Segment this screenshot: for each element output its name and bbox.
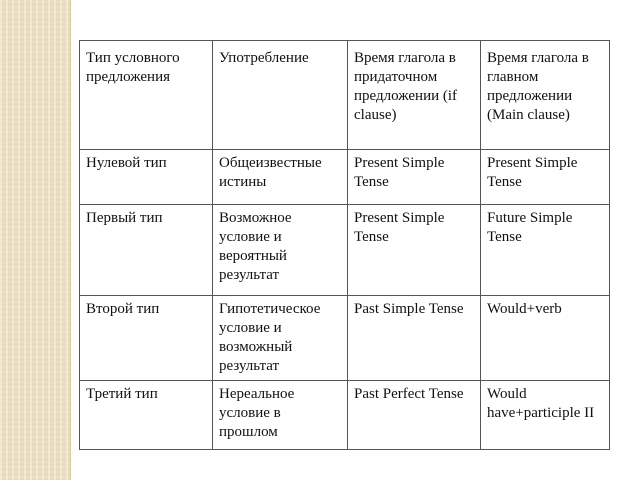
table-row [80,381,610,450]
table-cell-type: Нулевой тип [80,150,213,205]
table-cell-usage: Нереальное условие в прошлом [213,381,348,450]
table-cell-usage: Общеизвестные истины [213,150,348,205]
table-cell-if-clause: Past Simple Tense [348,296,481,381]
table-row [80,205,610,296]
table-cell-usage: Гипотетическое условие и возможный результат [213,296,348,381]
header-cell-type: Тип условного предложения [80,41,213,150]
table-cell-type: Третий тип [80,381,213,450]
header-cell-usage: Употребление [213,41,348,150]
conditionals-table [79,40,610,450]
decorative-side-stripe [0,0,70,480]
table-cell-if-clause: Present Simple Tense [348,150,481,205]
table-cell-if-clause: Past Perfect Tense [348,381,481,450]
table-row [80,150,610,205]
table-cell-if-clause: Present Simple Tense [348,205,481,296]
table-cell-main-clause: Would have+participle II [481,381,610,450]
header-cell-if-clause: Время глагола в придаточном предложении (if clause) [348,41,481,150]
table-cell-type: Первый тип [80,205,213,296]
table-cell-usage: Возможное условие и вероятный результат [213,205,348,296]
table-cell-type: Второй тип [80,296,213,381]
table-cell-main-clause: Present Simple Tense [481,150,610,205]
table-header-row [80,41,610,150]
stripe-divider [70,0,71,480]
table-row [80,296,610,381]
table-cell-main-clause: Would+verb [481,296,610,381]
table-cell-main-clause: Future Simple Tense [481,205,610,296]
header-cell-main-clause: Время глагола в главном предложении (Main clause) [481,41,610,150]
